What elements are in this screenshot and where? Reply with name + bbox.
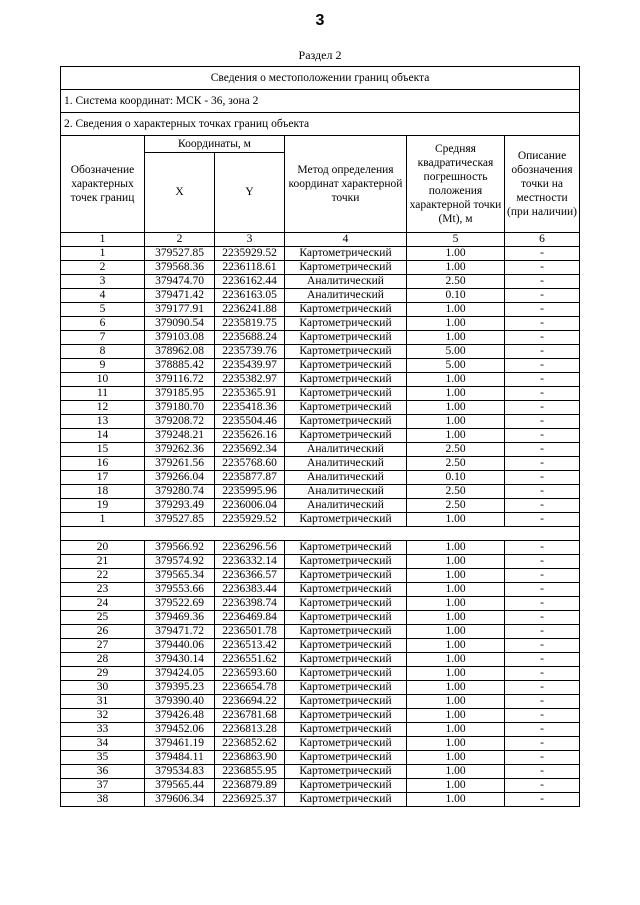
point-number: 3 <box>61 275 145 289</box>
method: Картометрический <box>285 261 407 275</box>
coord-y: 2235768.60 <box>215 457 285 471</box>
accuracy: 1.00 <box>407 583 505 597</box>
description: - <box>505 737 580 751</box>
coord-y: 2236469.84 <box>215 611 285 625</box>
point-number: 27 <box>61 639 145 653</box>
table-row <box>61 317 580 331</box>
method: Аналитический <box>285 289 407 303</box>
accuracy: 1.00 <box>407 751 505 765</box>
coord-x: 379177.91 <box>145 303 215 317</box>
coord-y: 2236879.89 <box>215 779 285 793</box>
coord-x: 379424.05 <box>145 667 215 681</box>
page-number: 3 <box>315 12 325 29</box>
point-number: 11 <box>61 387 145 401</box>
description: - <box>505 317 580 331</box>
coord-y: 2236852.62 <box>215 737 285 751</box>
table-row <box>61 457 580 471</box>
accuracy: 1.00 <box>407 401 505 415</box>
table-row <box>61 625 580 639</box>
description: - <box>505 569 580 583</box>
point-number: 9 <box>61 359 145 373</box>
table-row <box>61 443 580 457</box>
table-row <box>61 429 580 443</box>
point-number: 1 <box>61 513 145 527</box>
description: - <box>505 359 580 373</box>
accuracy: 1.00 <box>407 569 505 583</box>
accuracy: 1.00 <box>407 597 505 611</box>
accuracy: 5.00 <box>407 359 505 373</box>
table-row <box>61 555 580 569</box>
boundary-points-table <box>60 66 580 807</box>
point-number: 24 <box>61 597 145 611</box>
coord-x: 379565.44 <box>145 779 215 793</box>
method: Картометрический <box>285 303 407 317</box>
coord-y: 2236366.57 <box>215 569 285 583</box>
point-number: 37 <box>61 779 145 793</box>
description: - <box>505 471 580 485</box>
description: - <box>505 499 580 513</box>
accuracy: 0.10 <box>407 471 505 485</box>
coord-x: 379553.66 <box>145 583 215 597</box>
method: Картометрический <box>285 695 407 709</box>
method: Картометрический <box>285 611 407 625</box>
accuracy: 1.00 <box>407 779 505 793</box>
method: Картометрический <box>285 401 407 415</box>
coord-x: 379440.06 <box>145 639 215 653</box>
coord-y: 2236162.44 <box>215 275 285 289</box>
method: Картометрический <box>285 555 407 569</box>
method: Картометрический <box>285 429 407 443</box>
table-row <box>61 681 580 695</box>
column-number: 2 <box>145 233 215 247</box>
coord-y: 2236654.78 <box>215 681 285 695</box>
point-number: 16 <box>61 457 145 471</box>
description: - <box>505 695 580 709</box>
table-row <box>61 401 580 415</box>
coord-y: 2236813.28 <box>215 723 285 737</box>
coord-x: 379574.92 <box>145 555 215 569</box>
description: - <box>505 387 580 401</box>
description: - <box>505 681 580 695</box>
accuracy: 1.00 <box>407 331 505 345</box>
method: Аналитический <box>285 457 407 471</box>
coord-y: 2235626.16 <box>215 429 285 443</box>
coord-x: 379484.11 <box>145 751 215 765</box>
accuracy: 2.50 <box>407 443 505 457</box>
method: Картометрический <box>285 415 407 429</box>
point-number: 29 <box>61 667 145 681</box>
coord-y: 2236398.74 <box>215 597 285 611</box>
coord-x: 379461.19 <box>145 737 215 751</box>
coord-x: 379293.49 <box>145 499 215 513</box>
description: - <box>505 261 580 275</box>
coord-x: 379452.06 <box>145 723 215 737</box>
header-coords: Координаты, м <box>145 136 285 153</box>
coord-y: 2236332.14 <box>215 555 285 569</box>
method: Картометрический <box>285 541 407 555</box>
point-number: 1 <box>61 247 145 261</box>
description: - <box>505 485 580 499</box>
description: - <box>505 779 580 793</box>
coord-y: 2235382.97 <box>215 373 285 387</box>
point-number: 32 <box>61 709 145 723</box>
description: - <box>505 247 580 261</box>
coord-y: 2236863.90 <box>215 751 285 765</box>
accuracy: 1.00 <box>407 625 505 639</box>
coord-y: 2236118.61 <box>215 261 285 275</box>
coord-x: 379185.95 <box>145 387 215 401</box>
coord-x: 379522.69 <box>145 597 215 611</box>
coord-x: 379565.34 <box>145 569 215 583</box>
coord-x: 379116.72 <box>145 373 215 387</box>
table-row <box>61 611 580 625</box>
point-number: 17 <box>61 471 145 485</box>
description: - <box>505 303 580 317</box>
accuracy: 1.00 <box>407 611 505 625</box>
coord-system: 1. Система координат: МСК - 36, зона 2 <box>61 90 580 113</box>
description: - <box>505 723 580 737</box>
table-row <box>61 541 580 555</box>
coord-y: 2236383.44 <box>215 583 285 597</box>
accuracy: 1.00 <box>407 387 505 401</box>
point-number: 31 <box>61 695 145 709</box>
accuracy: 1.00 <box>407 639 505 653</box>
accuracy: 1.00 <box>407 653 505 667</box>
method: Картометрический <box>285 779 407 793</box>
description: - <box>505 611 580 625</box>
table-row <box>61 667 580 681</box>
coord-y: 2235929.52 <box>215 247 285 261</box>
table-row <box>61 639 580 653</box>
table-row <box>61 331 580 345</box>
column-number: 4 <box>285 233 407 247</box>
coord-x: 378885.42 <box>145 359 215 373</box>
accuracy: 1.00 <box>407 373 505 387</box>
method: Аналитический <box>285 275 407 289</box>
description: - <box>505 793 580 807</box>
method: Картометрический <box>285 765 407 779</box>
description: - <box>505 513 580 527</box>
description: - <box>505 331 580 345</box>
point-number: 8 <box>61 345 145 359</box>
coord-x: 379090.54 <box>145 317 215 331</box>
header-y: Y <box>215 153 285 233</box>
accuracy: 2.50 <box>407 275 505 289</box>
table-row <box>61 583 580 597</box>
coord-x: 379426.48 <box>145 709 215 723</box>
coord-x: 379568.36 <box>145 261 215 275</box>
column-number-row <box>61 233 580 247</box>
accuracy: 1.00 <box>407 555 505 569</box>
method: Картометрический <box>285 709 407 723</box>
coord-y: 2236925.37 <box>215 793 285 807</box>
table-row <box>61 513 580 527</box>
method: Аналитический <box>285 471 407 485</box>
description: - <box>505 289 580 303</box>
accuracy: 0.10 <box>407 289 505 303</box>
coord-y: 2236781.68 <box>215 709 285 723</box>
column-number: 1 <box>61 233 145 247</box>
point-number: 18 <box>61 485 145 499</box>
point-number: 5 <box>61 303 145 317</box>
table-row <box>61 695 580 709</box>
point-number: 22 <box>61 569 145 583</box>
table-row <box>61 653 580 667</box>
accuracy: 1.00 <box>407 541 505 555</box>
accuracy: 5.00 <box>407 345 505 359</box>
method: Картометрический <box>285 625 407 639</box>
table-row <box>61 303 580 317</box>
description: - <box>505 275 580 289</box>
description: - <box>505 415 580 429</box>
point-number: 20 <box>61 541 145 555</box>
header-x: X <box>145 153 215 233</box>
method: Картометрический <box>285 667 407 681</box>
coord-y: 2235819.75 <box>215 317 285 331</box>
coord-y: 2236694.22 <box>215 695 285 709</box>
table-row <box>61 345 580 359</box>
accuracy: 1.00 <box>407 709 505 723</box>
description: - <box>505 667 580 681</box>
coord-x: 379469.36 <box>145 611 215 625</box>
method: Картометрический <box>285 681 407 695</box>
coord-y: 2236855.95 <box>215 765 285 779</box>
table-row <box>61 289 580 303</box>
coord-y: 2236241.88 <box>215 303 285 317</box>
points-title: 2. Сведения о характерных точках границ объекта <box>61 113 580 136</box>
method: Картометрический <box>285 793 407 807</box>
point-number: 36 <box>61 765 145 779</box>
description: - <box>505 373 580 387</box>
coord-x: 379248.21 <box>145 429 215 443</box>
point-number: 34 <box>61 737 145 751</box>
description: - <box>505 555 580 569</box>
coord-y: 2235929.52 <box>215 513 285 527</box>
coord-x: 378962.08 <box>145 345 215 359</box>
method: Картометрический <box>285 653 407 667</box>
point-number: 14 <box>61 429 145 443</box>
method: Картометрический <box>285 583 407 597</box>
coord-x: 379103.08 <box>145 331 215 345</box>
coord-y: 2236513.42 <box>215 639 285 653</box>
coord-x: 379474.70 <box>145 275 215 289</box>
coord-y: 2235504.46 <box>215 415 285 429</box>
description: - <box>505 401 580 415</box>
header-accuracy: Средняя квадратическая погрешность положения характерной точки (Mt), м <box>407 136 505 233</box>
point-number: 23 <box>61 583 145 597</box>
accuracy: 1.00 <box>407 793 505 807</box>
description: - <box>505 765 580 779</box>
point-number: 33 <box>61 723 145 737</box>
coord-x: 379208.72 <box>145 415 215 429</box>
table-row <box>61 359 580 373</box>
table-row <box>61 373 580 387</box>
description: - <box>505 625 580 639</box>
point-number: 12 <box>61 401 145 415</box>
accuracy: 1.00 <box>407 247 505 261</box>
method: Картометрический <box>285 639 407 653</box>
coord-x: 379527.85 <box>145 247 215 261</box>
table-title: Сведения о местоположении границ объекта <box>61 67 580 90</box>
accuracy: 1.00 <box>407 723 505 737</box>
accuracy: 2.50 <box>407 485 505 499</box>
column-number: 3 <box>215 233 285 247</box>
coord-y: 2236551.62 <box>215 653 285 667</box>
coord-x: 379395.23 <box>145 681 215 695</box>
accuracy: 1.00 <box>407 695 505 709</box>
table-row <box>61 499 580 513</box>
point-number: 13 <box>61 415 145 429</box>
column-number: 5 <box>407 233 505 247</box>
description: - <box>505 583 580 597</box>
table-row <box>61 471 580 485</box>
table-row <box>61 261 580 275</box>
coord-y: 2235739.76 <box>215 345 285 359</box>
coord-y: 2236163.05 <box>215 289 285 303</box>
table-row <box>61 709 580 723</box>
table-row <box>61 737 580 751</box>
accuracy: 1.00 <box>407 303 505 317</box>
coord-x: 379566.92 <box>145 541 215 555</box>
method: Картометрический <box>285 569 407 583</box>
coord-x: 379471.72 <box>145 625 215 639</box>
description: - <box>505 751 580 765</box>
column-number: 6 <box>505 233 580 247</box>
table-row <box>61 793 580 807</box>
point-number: 38 <box>61 793 145 807</box>
accuracy: 1.00 <box>407 765 505 779</box>
method: Картометрический <box>285 723 407 737</box>
coord-y: 2235365.91 <box>215 387 285 401</box>
table-row <box>61 485 580 499</box>
point-number: 28 <box>61 653 145 667</box>
description: - <box>505 345 580 359</box>
table-row <box>61 569 580 583</box>
coord-x: 379606.34 <box>145 793 215 807</box>
table-row <box>61 597 580 611</box>
point-number: 2 <box>61 261 145 275</box>
accuracy: 2.50 <box>407 457 505 471</box>
coord-x: 379261.56 <box>145 457 215 471</box>
point-number: 4 <box>61 289 145 303</box>
description: - <box>505 541 580 555</box>
coord-y: 2235418.36 <box>215 401 285 415</box>
header-method: Метод определения координат характерной точки <box>285 136 407 233</box>
section-title: Раздел 2 <box>298 48 342 62</box>
method: Картометрический <box>285 373 407 387</box>
method: Картометрический <box>285 331 407 345</box>
description: - <box>505 709 580 723</box>
description: - <box>505 639 580 653</box>
method: Картометрический <box>285 513 407 527</box>
description: - <box>505 597 580 611</box>
point-number: 7 <box>61 331 145 345</box>
coord-y: 2236296.56 <box>215 541 285 555</box>
coord-y: 2236593.60 <box>215 667 285 681</box>
coord-x: 379534.83 <box>145 765 215 779</box>
table-row <box>61 415 580 429</box>
coord-y: 2235877.87 <box>215 471 285 485</box>
description: - <box>505 653 580 667</box>
coord-x: 379527.85 <box>145 513 215 527</box>
point-number: 26 <box>61 625 145 639</box>
point-number: 25 <box>61 611 145 625</box>
accuracy: 2.50 <box>407 499 505 513</box>
method: Картометрический <box>285 317 407 331</box>
point-number: 15 <box>61 443 145 457</box>
coord-x: 379180.70 <box>145 401 215 415</box>
coord-x: 379430.14 <box>145 653 215 667</box>
table-row <box>61 751 580 765</box>
accuracy: 1.00 <box>407 681 505 695</box>
table-row <box>61 779 580 793</box>
separator-cell <box>61 527 580 541</box>
accuracy: 1.00 <box>407 415 505 429</box>
description: - <box>505 443 580 457</box>
coord-x: 379262.36 <box>145 443 215 457</box>
method: Картометрический <box>285 247 407 261</box>
separator-row <box>61 527 580 541</box>
coord-y: 2235688.24 <box>215 331 285 345</box>
coord-y: 2235692.34 <box>215 443 285 457</box>
description: - <box>505 457 580 471</box>
description: - <box>505 429 580 443</box>
point-number: 30 <box>61 681 145 695</box>
accuracy: 1.00 <box>407 261 505 275</box>
accuracy: 1.00 <box>407 667 505 681</box>
coord-x: 379471.42 <box>145 289 215 303</box>
method: Аналитический <box>285 499 407 513</box>
header-description: Описание обозначения точки на местности (при наличии) <box>505 136 580 233</box>
accuracy: 1.00 <box>407 737 505 751</box>
coord-x: 379280.74 <box>145 485 215 499</box>
point-number: 35 <box>61 751 145 765</box>
coord-y: 2236006.04 <box>215 499 285 513</box>
table-row <box>61 765 580 779</box>
method: Картометрический <box>285 359 407 373</box>
method: Аналитический <box>285 485 407 499</box>
point-number: 10 <box>61 373 145 387</box>
coord-x: 379390.40 <box>145 695 215 709</box>
table-row <box>61 247 580 261</box>
accuracy: 1.00 <box>407 513 505 527</box>
coord-y: 2236501.78 <box>215 625 285 639</box>
method: Картометрический <box>285 387 407 401</box>
method: Картометрический <box>285 751 407 765</box>
table-row <box>61 723 580 737</box>
accuracy: 1.00 <box>407 429 505 443</box>
coord-y: 2235439.97 <box>215 359 285 373</box>
method: Картометрический <box>285 345 407 359</box>
table-row <box>61 387 580 401</box>
point-number: 21 <box>61 555 145 569</box>
method: Картометрический <box>285 737 407 751</box>
accuracy: 1.00 <box>407 317 505 331</box>
method: Картометрический <box>285 597 407 611</box>
table-row <box>61 275 580 289</box>
method: Аналитический <box>285 443 407 457</box>
point-number: 6 <box>61 317 145 331</box>
coord-x: 379266.04 <box>145 471 215 485</box>
header-point: Обозначение характерных точек границ <box>61 136 145 233</box>
point-number: 19 <box>61 499 145 513</box>
coord-y: 2235995.96 <box>215 485 285 499</box>
